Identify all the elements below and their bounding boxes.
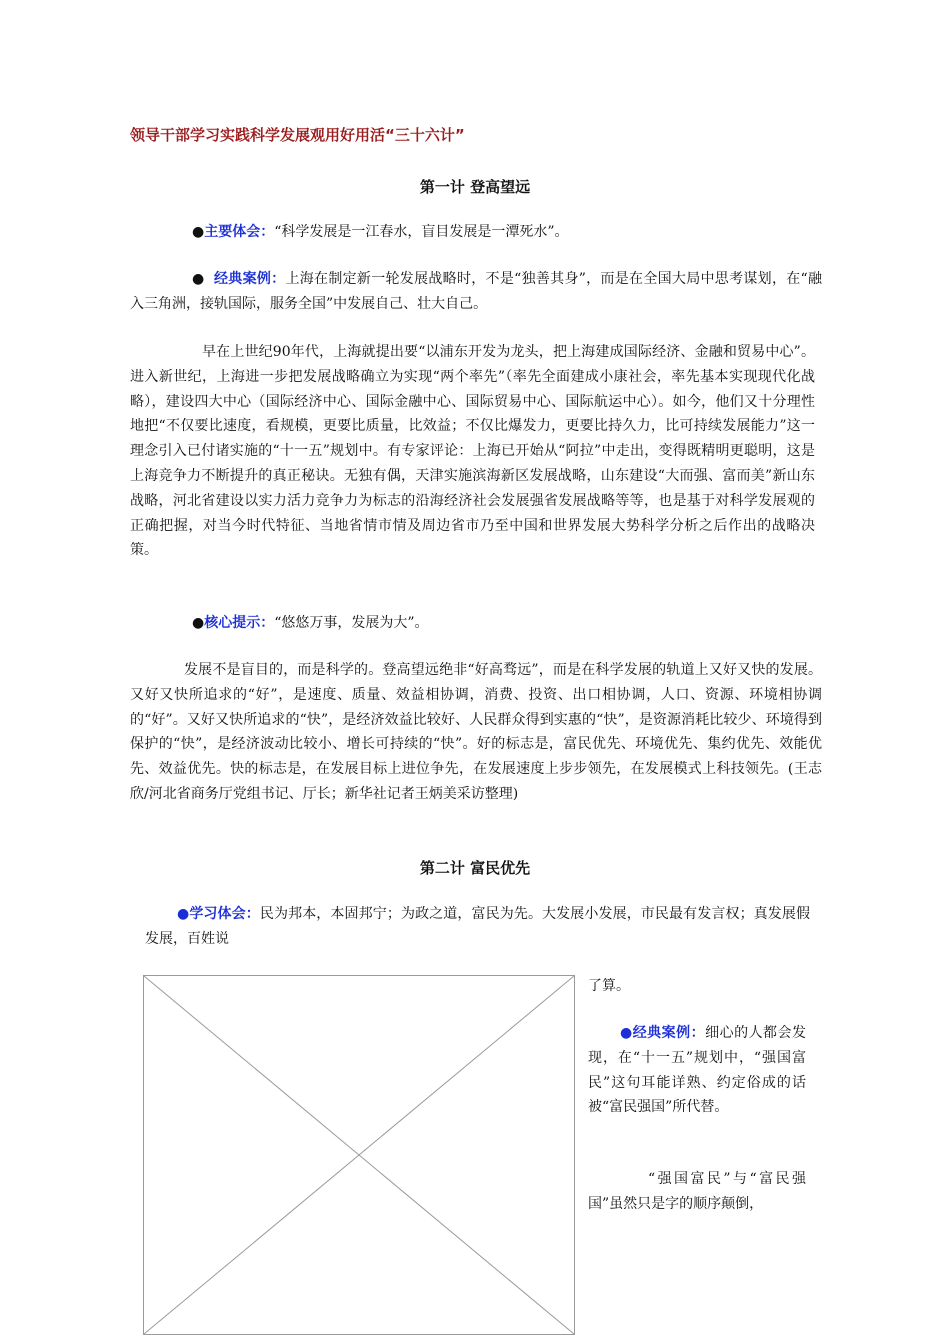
case-paragraph — [130, 267, 822, 317]
body-paragraph-2: 发展不是盲目的，而是科学的。登高望远绝非“好高骛远”，而是在科学发展的轨道上又好又快的发展。又好又快所追求的“好”，是速度、质量、效益相协调，消费、投资、出口相协调，人口、资源、环境相协调的“好”。又好又快所追求的“快”，是经济效益比较好、人民群众得到实惠的“快”，是资源消耗比较少、环境得到保护的“快”，是经济波动比较小、增长可持续的“快”。好的标志是，富民优先、环境优先、集约优先、效能优先、效益优先。快的标志是，在发展目标上进位争先，在发展速度上步步领先，在发展模式上科技领先。(王志欣/河北省商务厅党组书记、厅长；新华社记者王炳美采访整理) — [130, 662, 822, 802]
body-paragraph-3: “强国富民”与“富民强国”虽然只是字的顺序颠倒， — [588, 1171, 806, 1212]
bullet-icon: ● — [192, 615, 205, 631]
bullet-icon: ● — [192, 271, 205, 287]
core-paragraph — [192, 611, 832, 636]
bullet-icon: ● — [620, 1025, 633, 1041]
study-continuation: 了算。 — [588, 978, 630, 994]
body-paragraph-1: 早在上世纪90年代，上海就提出要“以浦东开发为龙头，把上海建成国际经济、金融和贸易中心”。进入新世纪，上海进一步把发展战略确立为实现“两个率先”（率先全面建成小康社会，率先基本实现现代化战略），建设四大中心（国际经济中心、国际金融中心、国际贸易中心、国际航运中心）。如今，他们又十分理性地把“不仅要比速度，看规模，更要比质量，比效益；不仅比爆发力，更要比持久力，比可持续发展能力”这一理念引入已付诸实施的“十一五”规划中。有专家评论：上海已开始从“阿拉”中走出，变得既精明更聪明，这是上海竞争力不断提升的真正秘诀。无独有偶，天津实施滨海新区发展战略，山东建设“大而强、富而美”新山东战略，河北省建设以实力活力竞争力为标志的沿海经济社会发展强省发展战略等等，也是基于对科学发展观的正确把握，对当今时代特征、当地省情市情及周边省市乃至中国和世界发展大势科学分析之后作出的战略决策。 — [130, 344, 815, 559]
bullet-icon: ● — [177, 906, 190, 922]
case-label: 经典案例： — [214, 271, 286, 287]
section-1-title: 第一计 登高望远 — [419, 178, 531, 196]
case-text-2: 细心的人都会发现，在“十一五”规划中，“强国富民”这句耳能详熟、约定俗成的话被“富民强国”所代替。 — [588, 1025, 807, 1116]
case-paragraph-2 — [588, 1021, 806, 1120]
broken-image-icon — [144, 976, 574, 1334]
bullet-icon: ● — [192, 224, 205, 240]
document-title: 领导干部学习实践科学发展观用好用活“三十六计” — [130, 126, 465, 144]
case-text: 上海在制定新一轮发展战略时，不是“独善其身”，而是在全国大局中思考谋划，在“融入三角洲，接轨国际，服务全国”中发展自己、壮大自己。 — [130, 271, 823, 312]
core-label: 核心提示： — [204, 615, 275, 631]
image-placeholder — [143, 975, 575, 1335]
insight-text: “科学发展是一江春水，盲目发展是一潭死水”。 — [274, 224, 569, 240]
insight-paragraph — [192, 220, 832, 245]
core-text: “悠悠万事，发展为大”。 — [274, 615, 429, 631]
study-text: 民为邦本，本固邦宁；为政之道，富民为先。大发展小发展，市民最有发言权；真发展假发展，百姓说 — [145, 906, 811, 947]
case-label-2: 经典案例： — [632, 1025, 706, 1041]
study-paragraph — [145, 902, 810, 952]
study-label: 学习体会： — [189, 906, 260, 922]
insight-label: 主要体会： — [204, 224, 275, 240]
section-2-title: 第二计 富民优先 — [419, 859, 531, 877]
